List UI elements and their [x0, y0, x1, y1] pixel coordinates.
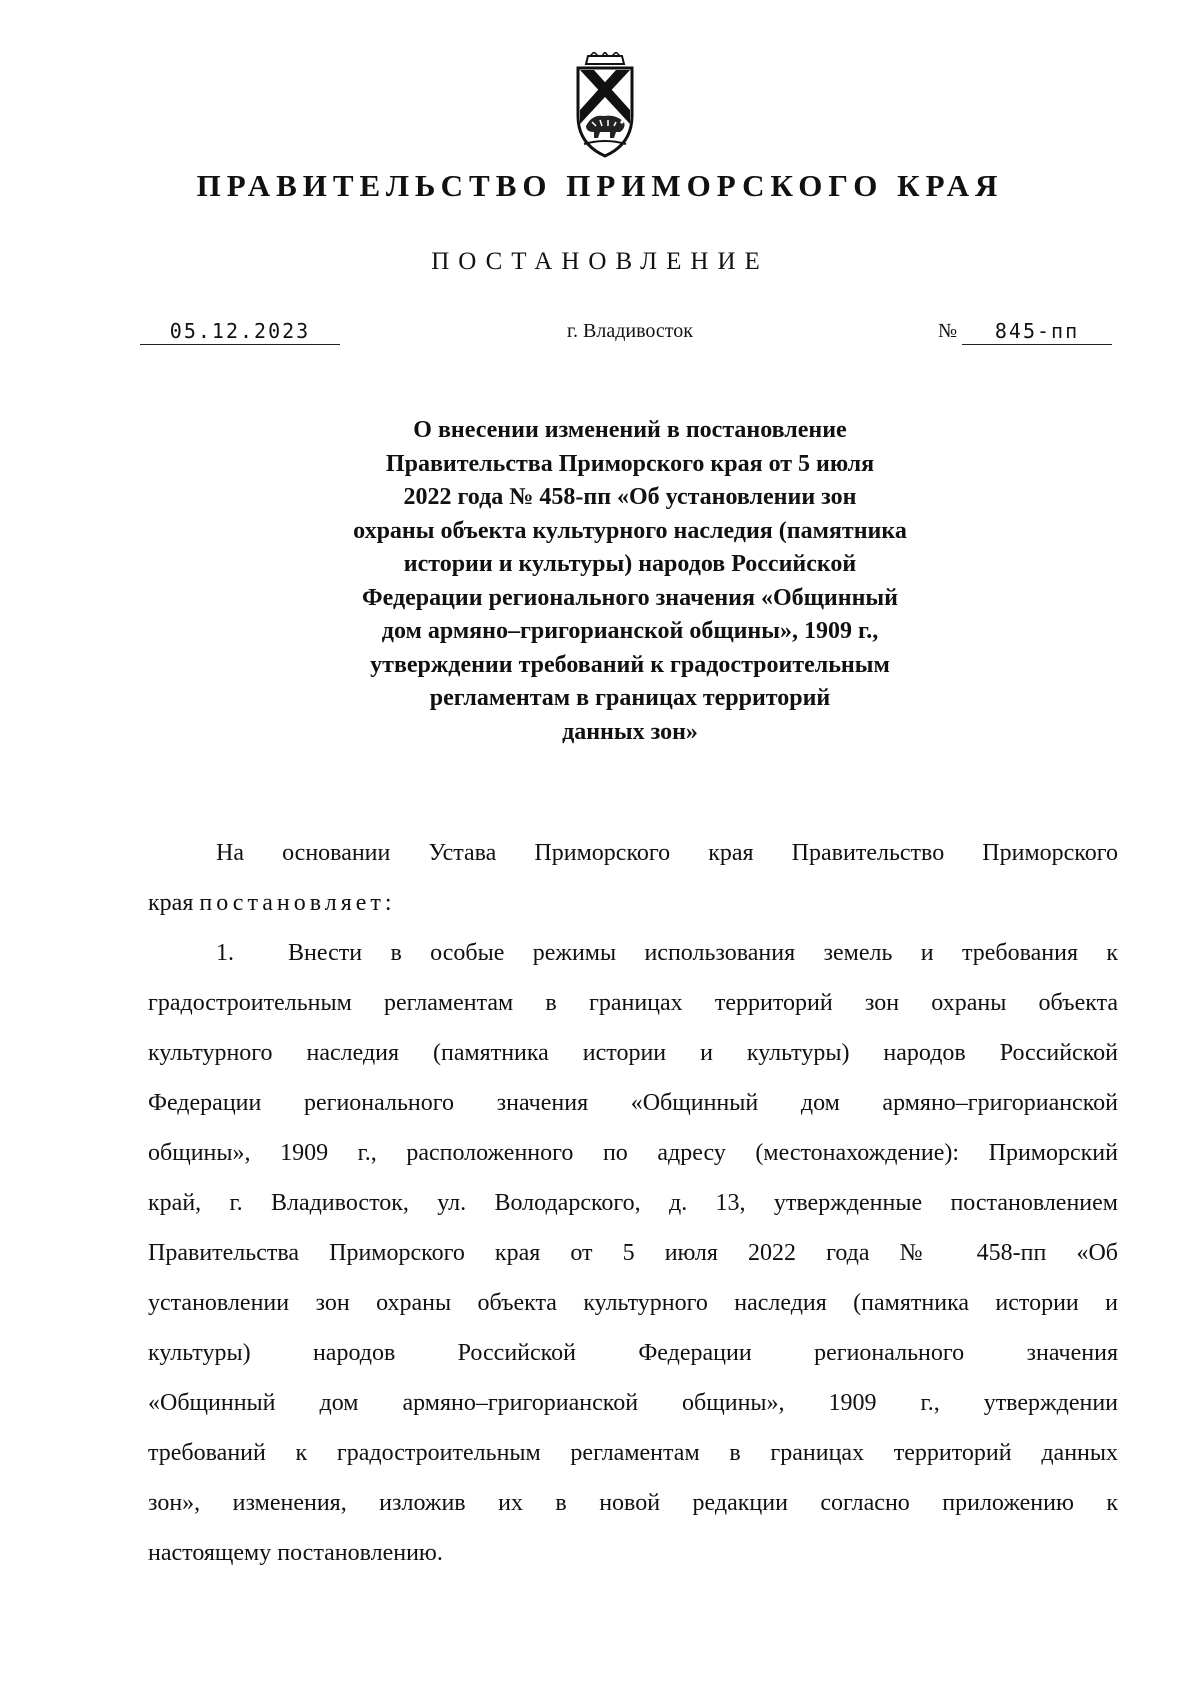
body-line: установлении зон охраны объекта культурного наследия (памятника истории и: [148, 1290, 1118, 1316]
subject-line: истории и культуры) народов Российской: [403, 551, 857, 577]
document-number: 845-пп: [962, 318, 1112, 345]
body-line: Правительства Приморского края от 5 июля 2022 года № 458-пп «Об: [148, 1240, 1118, 1266]
body-text-span: края: [148, 890, 200, 916]
subject-line: Правительства Приморского края от 5 июля: [385, 450, 875, 477]
document-subject: [240, 414, 1020, 749]
body-line: общины», 1909 г., расположенного по адресу (местонахождение): Приморский: [148, 1140, 1118, 1166]
body-line: культурного наследия (памятника истории и культуры) народов Российской: [148, 1040, 1118, 1066]
number-sign: №: [938, 320, 958, 342]
subject-line: охраны объекта культурного наследия (памятника: [353, 517, 907, 544]
subject-line: данных зон»: [562, 718, 698, 745]
body-line: край, г. Владивосток, ул. Володарского, д. 13, утвержденные постановлением: [148, 1190, 1118, 1216]
document-city: г. Владивосток: [567, 320, 693, 342]
coat-of-arms-icon: [572, 52, 638, 162]
decree-word: постановляет:: [199, 890, 396, 916]
body-line: Внести в особые режимы использования земель и требования к: [288, 940, 1118, 966]
subject-line: 2022 года № 458-пп «Об установлении зон: [403, 484, 857, 510]
subject-line: утверждении требований к градостроительным: [370, 651, 890, 678]
body-line: [148, 886, 1118, 920]
item-number: 1.: [216, 940, 234, 966]
subject-line: О внесении изменений в постановление: [413, 417, 847, 443]
document-date: 05.12.2023: [140, 318, 340, 345]
body-line: На основании Устава Приморского края Правительство Приморского: [216, 840, 1118, 866]
body-line: требований к градостроительным регламентам в границах территорий данных: [148, 1440, 1118, 1466]
document-type: ПОСТАНОВЛЕНИЕ: [431, 248, 769, 275]
body-line: зон», изменения, изложив их в новой редакции согласно приложению к: [148, 1490, 1118, 1516]
body-line: настоящему постановлению.: [148, 1540, 443, 1566]
body-line: культуры) народов Российской Федерации регионального значения: [148, 1340, 1118, 1366]
organization-title: ПРАВИТЕЛЬСТВО ПРИМОРСКОГО КРАЯ: [196, 168, 1004, 203]
body-line: Федерации регионального значения «Общинный дом армяно–григорианской: [148, 1090, 1118, 1116]
subject-line: дом армяно–григорианской общины», 1909 г.,: [381, 618, 879, 644]
body-line: «Общинный дом армяно–григорианской общины», 1909 г., утверждении: [148, 1390, 1118, 1416]
body-line: градостроительным регламентам в границах территорий зон охраны объекта: [148, 990, 1118, 1016]
subject-line: Федерации регионального значения «Общинный: [362, 584, 898, 611]
subject-line: регламентам в границах территорий: [429, 685, 831, 711]
